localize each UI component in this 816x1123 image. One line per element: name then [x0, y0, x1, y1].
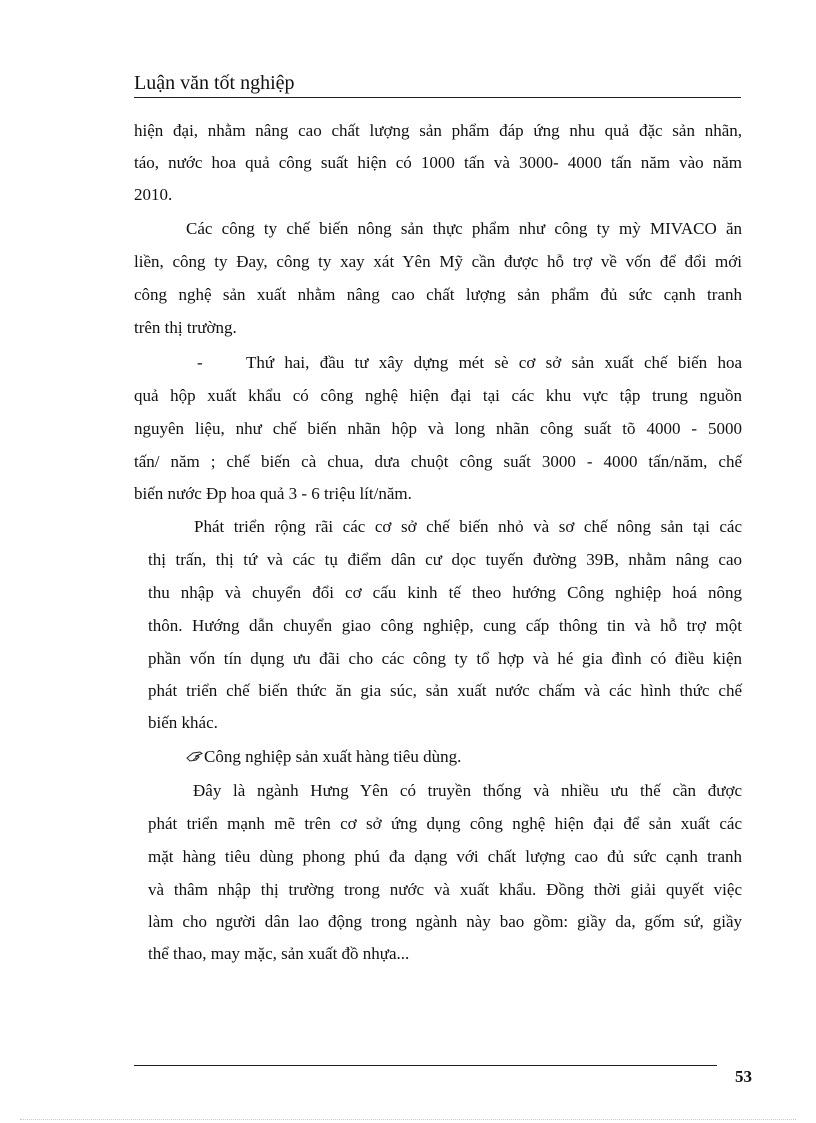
text-line: tấn/ năm ; chế biến cà chua, dưa chuột công suất 3000 - 4000 tấn/năm, chế [134, 452, 742, 471]
text-line: phát triển mạnh mẽ trên cơ sở ứng dụng công nghệ hiện đại để sản xuất các [148, 814, 742, 833]
footer-rule [134, 1065, 717, 1066]
text-line: biến nước Đp hoa quả 3 - 6 triệu lít/năm. [134, 484, 412, 503]
header-title: Luận văn tốt nghiệp [134, 72, 295, 94]
text-line: Thứ hai, đầu tư xây dựng mét sè cơ sở sản xuất chế biến hoa [246, 353, 742, 372]
text-line: hiện đại, nhằm nâng cao chất lượng sản phẩm đáp ứng nhu quả đặc sản nhãn, [134, 121, 742, 140]
text-line: và thâm nhập thị trường trong nước và xuất khẩu. Đồng thời giải quyết việc [148, 880, 742, 899]
text-line: liền, công ty Đay, công ty xay xát Yên Mỹ cần được hỗ trợ về vốn để đổi mới [134, 252, 742, 271]
text-line: thu nhập và chuyển đổi cơ cấu kinh tế theo hướng Công nghiệp hoá nông [148, 583, 742, 602]
text-line: Đây là ngành Hưng Yên có truyền thống và nhiều ưu thế cần được [193, 781, 742, 800]
text-line: quả hộp xuất khẩu có công nghệ hiện đại tại các khu vực tập trung nguồn [134, 386, 742, 405]
text-line: thị trấn, thị tứ và các tụ điểm dân cư dọc tuyến đường 39B, nhằm nâng cao [148, 550, 742, 569]
bullet-heading-text: Công nghiệp sản xuất hàng tiêu dùng. [204, 747, 462, 766]
text-line: thôn. Hướng dẫn chuyển giao công nghiệp, cung cấp thông tin và hỗ trợ một [148, 616, 742, 635]
text-line: làm cho người dân lao động trong ngành này bao gồm: giầy da, gốm sứ, giầy [148, 912, 742, 931]
text-line: biến khác. [148, 713, 218, 732]
text-line: công nghệ sản xuất nhằm nâng cao chất lượng sản phẩm đủ sức cạnh tranh [134, 285, 742, 304]
text-line: phần vốn tín dụng ưu đãi cho các công ty tổ hợp và hé gia đình có điều kiện [148, 649, 742, 668]
text-line: Phát triển rộng rãi các cơ sở chế biến nhỏ và sơ chế nông sản tại các [194, 517, 742, 536]
page-number: 53 [735, 1067, 752, 1086]
text-line: 2010. [134, 185, 173, 204]
bullet-heading [186, 745, 742, 769]
text-line: mặt hàng tiêu dùng phong phú đa dạng với chất lượng cao đủ sức cạnh tranh [148, 847, 742, 866]
text-line: nguyên liệu, như chế biến nhãn hộp và long nhãn công suất tõ 4000 - 5000 [134, 419, 742, 438]
text-line: Các công ty chế biến nông sản thực phẩm như công ty mỳ MIVACO ăn [186, 219, 742, 238]
page-header [134, 70, 741, 98]
text-line: trên thị trường. [134, 318, 237, 337]
text-line: táo, nước hoa quả công suất hiện có 1000 tấn và 3000- 4000 tấn năm vào năm [134, 153, 742, 172]
text-line: thể thao, may mặc, sản xuất đồ nhựa... [148, 944, 410, 963]
writing-hand-icon [186, 749, 203, 763]
page-edge-divider [20, 1119, 796, 1120]
text-line: phát triển chế biến thức ăn gia súc, sản xuất nước chấm và các hình thức chế [148, 681, 742, 700]
dash-bullet: - [197, 353, 203, 372]
